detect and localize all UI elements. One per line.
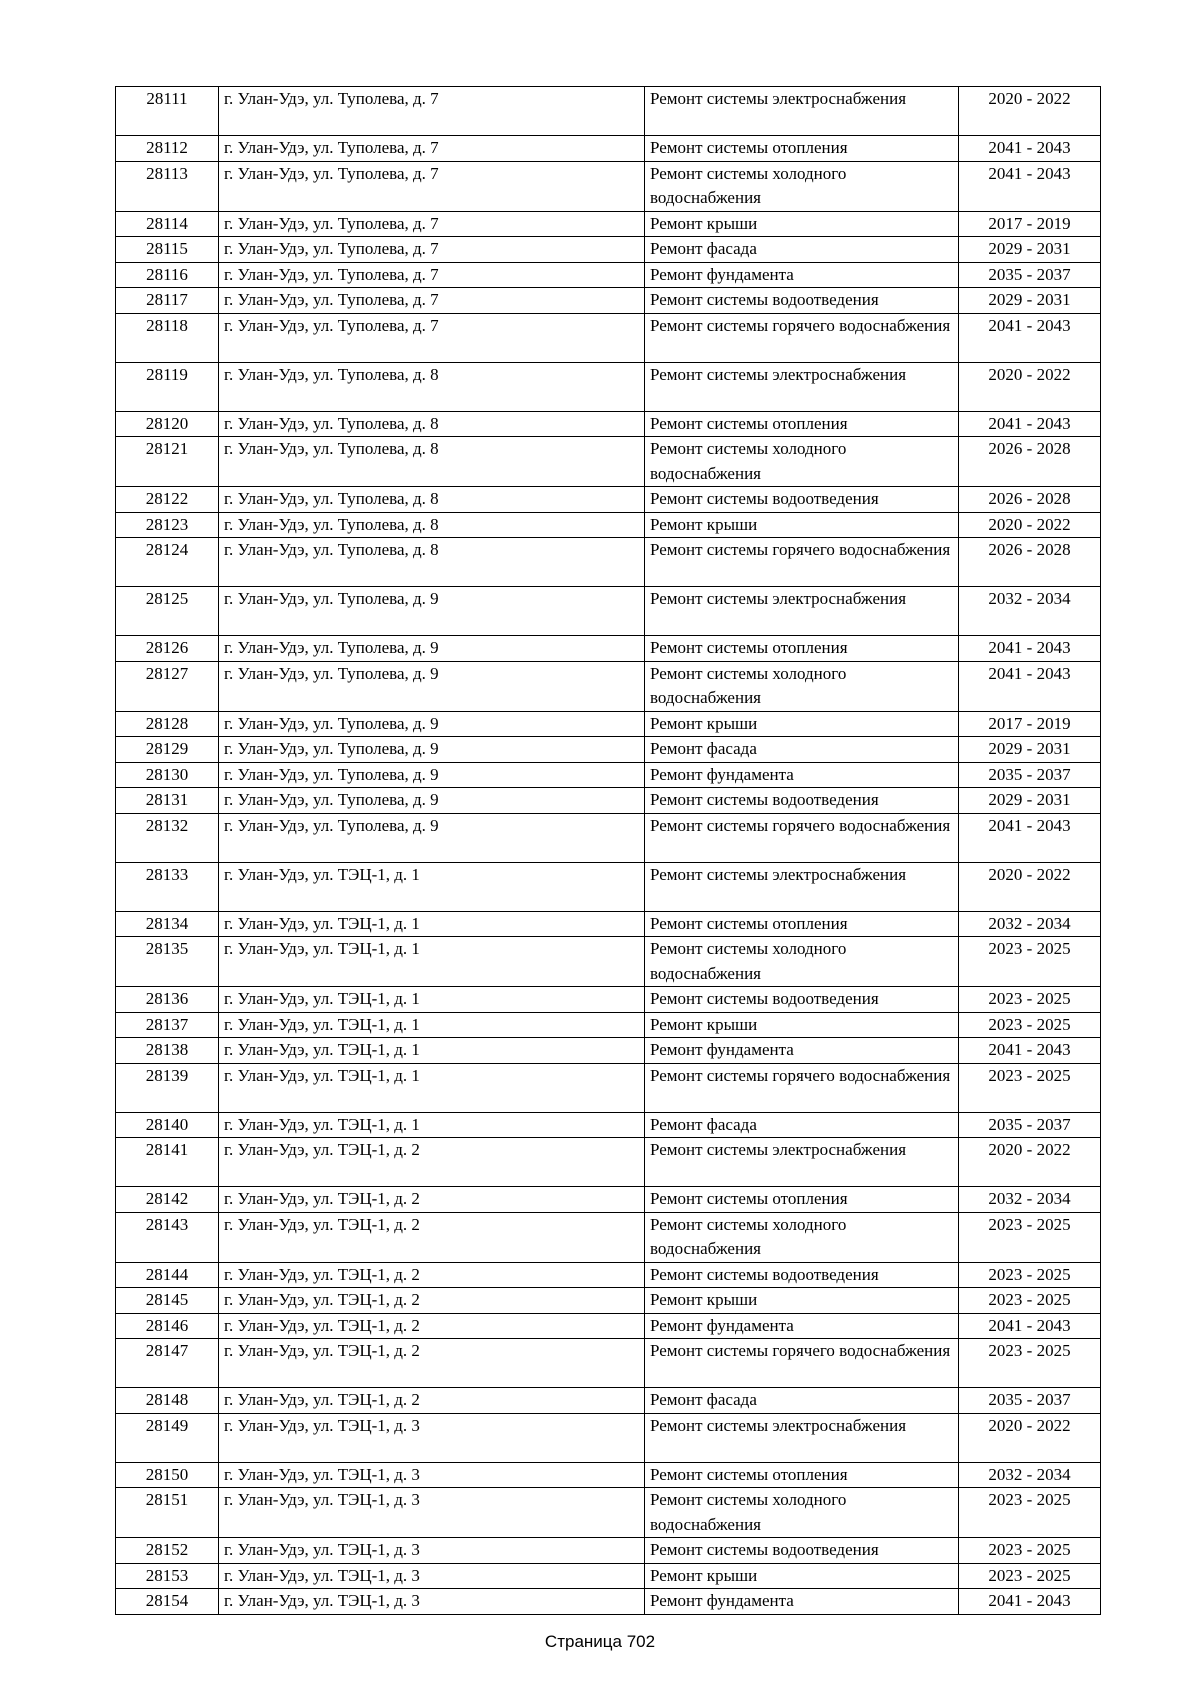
row-id-cell: 28115 — [116, 237, 219, 263]
table-row — [116, 538, 1101, 587]
period-cell: 2032 - 2034 — [959, 587, 1101, 636]
address-cell: г. Улан-Удэ, ул. Туполева, д. 8 — [219, 411, 645, 437]
address-cell: г. Улан-Удэ, ул. ТЭЦ-1, д. 2 — [219, 1262, 645, 1288]
address-cell: г. Улан-Удэ, ул. Туполева, д. 7 — [219, 313, 645, 362]
table-row — [116, 161, 1101, 211]
address-cell: г. Улан-Удэ, ул. ТЭЦ-1, д. 2 — [219, 1313, 645, 1339]
table-row — [116, 1288, 1101, 1314]
period-cell: 2023 - 2025 — [959, 1063, 1101, 1112]
row-id-cell: 28140 — [116, 1112, 219, 1138]
period-cell: 2035 - 2037 — [959, 762, 1101, 788]
row-id-cell: 28121 — [116, 437, 219, 487]
table-row — [116, 636, 1101, 662]
address-cell: г. Улан-Удэ, ул. Туполева, д. 9 — [219, 636, 645, 662]
period-cell: 2035 - 2037 — [959, 1112, 1101, 1138]
address-cell: г. Улан-Удэ, ул. ТЭЦ-1, д. 2 — [219, 1388, 645, 1414]
table-row — [116, 87, 1101, 136]
work-type-cell: Ремонт системы электроснабжения — [645, 1413, 959, 1462]
table-row — [116, 1112, 1101, 1138]
period-cell: 2041 - 2043 — [959, 161, 1101, 211]
period-cell: 2017 - 2019 — [959, 211, 1101, 237]
table-row — [116, 587, 1101, 636]
period-cell: 2023 - 2025 — [959, 1339, 1101, 1388]
address-cell: г. Улан-Удэ, ул. Туполева, д. 8 — [219, 512, 645, 538]
table-row — [116, 1339, 1101, 1388]
row-id-cell: 28123 — [116, 512, 219, 538]
period-cell: 2029 - 2031 — [959, 237, 1101, 263]
period-cell: 2041 - 2043 — [959, 136, 1101, 162]
address-cell: г. Улан-Удэ, ул. Туполева, д. 9 — [219, 587, 645, 636]
period-cell: 2041 - 2043 — [959, 813, 1101, 862]
work-type-cell: Ремонт системы горячего водоснабжения — [645, 1339, 959, 1388]
period-cell: 2020 - 2022 — [959, 862, 1101, 911]
work-type-cell: Ремонт системы водоотведения — [645, 788, 959, 814]
row-id-cell: 28143 — [116, 1212, 219, 1262]
table-row — [116, 1212, 1101, 1262]
row-id-cell: 28147 — [116, 1339, 219, 1388]
address-cell: г. Улан-Удэ, ул. Туполева, д. 9 — [219, 737, 645, 763]
address-cell: г. Улан-Удэ, ул. Туполева, д. 8 — [219, 437, 645, 487]
work-type-cell: Ремонт крыши — [645, 512, 959, 538]
period-cell: 2017 - 2019 — [959, 711, 1101, 737]
address-cell: г. Улан-Удэ, ул. ТЭЦ-1, д. 3 — [219, 1488, 645, 1538]
work-type-cell: Ремонт фундамента — [645, 1589, 959, 1615]
period-cell: 2023 - 2025 — [959, 1563, 1101, 1589]
table-row — [116, 211, 1101, 237]
address-cell: г. Улан-Удэ, ул. Туполева, д. 7 — [219, 161, 645, 211]
period-cell: 2023 - 2025 — [959, 1012, 1101, 1038]
work-type-cell: Ремонт системы горячего водоснабжения — [645, 813, 959, 862]
row-id-cell: 28154 — [116, 1589, 219, 1615]
period-cell: 2041 - 2043 — [959, 1589, 1101, 1615]
table-row — [116, 313, 1101, 362]
page-number: Страница 702 — [544, 1632, 656, 1651]
row-id-cell: 28151 — [116, 1488, 219, 1538]
work-type-cell: Ремонт фасада — [645, 1112, 959, 1138]
work-type-cell: Ремонт фундамента — [645, 1038, 959, 1064]
table-body — [116, 87, 1101, 1615]
row-id-cell: 28139 — [116, 1063, 219, 1112]
work-type-cell: Ремонт крыши — [645, 1288, 959, 1314]
address-cell: г. Улан-Удэ, ул. ТЭЦ-1, д. 1 — [219, 987, 645, 1013]
table-row — [116, 411, 1101, 437]
row-id-cell: 28113 — [116, 161, 219, 211]
work-type-cell: Ремонт системы электроснабжения — [645, 587, 959, 636]
work-type-cell: Ремонт системы электроснабжения — [645, 1138, 959, 1187]
period-cell: 2020 - 2022 — [959, 362, 1101, 411]
work-type-cell: Ремонт системы отопления — [645, 636, 959, 662]
table-row — [116, 1313, 1101, 1339]
table-row — [116, 362, 1101, 411]
row-id-cell: 28127 — [116, 661, 219, 711]
row-id-cell: 28112 — [116, 136, 219, 162]
work-type-cell: Ремонт системы водоотведения — [645, 1262, 959, 1288]
table-row — [116, 237, 1101, 263]
table-row — [116, 1462, 1101, 1488]
period-cell: 2041 - 2043 — [959, 313, 1101, 362]
table-row — [116, 136, 1101, 162]
period-cell: 2041 - 2043 — [959, 1038, 1101, 1064]
work-type-cell: Ремонт фасада — [645, 737, 959, 763]
work-type-cell: Ремонт системы водоотведения — [645, 288, 959, 314]
table-row — [116, 1262, 1101, 1288]
period-cell: 2041 - 2043 — [959, 661, 1101, 711]
table-row — [116, 1538, 1101, 1564]
address-cell: г. Улан-Удэ, ул. ТЭЦ-1, д. 1 — [219, 1038, 645, 1064]
table-row — [116, 288, 1101, 314]
period-cell: 2020 - 2022 — [959, 1413, 1101, 1462]
period-cell: 2020 - 2022 — [959, 1138, 1101, 1187]
period-cell: 2026 - 2028 — [959, 487, 1101, 513]
row-id-cell: 28152 — [116, 1538, 219, 1564]
table-row — [116, 788, 1101, 814]
work-type-cell: Ремонт системы отопления — [645, 411, 959, 437]
row-id-cell: 28120 — [116, 411, 219, 437]
address-cell: г. Улан-Удэ, ул. Туполева, д. 8 — [219, 487, 645, 513]
period-cell: 2032 - 2034 — [959, 911, 1101, 937]
address-cell: г. Улан-Удэ, ул. Туполева, д. 8 — [219, 362, 645, 411]
table-row — [116, 512, 1101, 538]
address-cell: г. Улан-Удэ, ул. Туполева, д. 9 — [219, 762, 645, 788]
period-cell: 2023 - 2025 — [959, 987, 1101, 1013]
work-type-cell: Ремонт фундамента — [645, 262, 959, 288]
table-row — [116, 1012, 1101, 1038]
address-cell: г. Улан-Удэ, ул. ТЭЦ-1, д. 3 — [219, 1538, 645, 1564]
address-cell: г. Улан-Удэ, ул. ТЭЦ-1, д. 2 — [219, 1339, 645, 1388]
row-id-cell: 28118 — [116, 313, 219, 362]
period-cell: 2023 - 2025 — [959, 1262, 1101, 1288]
address-cell: г. Улан-Удэ, ул. Туполева, д. 7 — [219, 237, 645, 263]
period-cell: 2035 - 2037 — [959, 262, 1101, 288]
row-id-cell: 28141 — [116, 1138, 219, 1187]
period-cell: 2020 - 2022 — [959, 87, 1101, 136]
period-cell: 2041 - 2043 — [959, 1313, 1101, 1339]
period-cell: 2023 - 2025 — [959, 1488, 1101, 1538]
table-row — [116, 1388, 1101, 1414]
work-type-cell: Ремонт системы горячего водоснабжения — [645, 1063, 959, 1112]
address-cell: г. Улан-Удэ, ул. ТЭЦ-1, д. 2 — [219, 1212, 645, 1262]
address-cell: г. Улан-Удэ, ул. Туполева, д. 9 — [219, 711, 645, 737]
work-type-cell: Ремонт системы холодного водоснабжения — [645, 161, 959, 211]
row-id-cell: 28149 — [116, 1413, 219, 1462]
row-id-cell: 28137 — [116, 1012, 219, 1038]
table-row — [116, 1187, 1101, 1213]
period-cell: 2026 - 2028 — [959, 538, 1101, 587]
work-type-cell: Ремонт системы горячего водоснабжения — [645, 538, 959, 587]
period-cell: 2029 - 2031 — [959, 737, 1101, 763]
table-row — [116, 862, 1101, 911]
row-id-cell: 28134 — [116, 911, 219, 937]
work-type-cell: Ремонт системы холодного водоснабжения — [645, 1212, 959, 1262]
table-row — [116, 937, 1101, 987]
row-id-cell: 28135 — [116, 937, 219, 987]
work-type-cell: Ремонт системы водоотведения — [645, 487, 959, 513]
work-type-cell: Ремонт системы отопления — [645, 136, 959, 162]
work-type-cell: Ремонт системы холодного водоснабжения — [645, 661, 959, 711]
table-row — [116, 911, 1101, 937]
row-id-cell: 28111 — [116, 87, 219, 136]
work-type-cell: Ремонт фундамента — [645, 762, 959, 788]
address-cell: г. Улан-Удэ, ул. ТЭЦ-1, д. 3 — [219, 1589, 645, 1615]
period-cell: 2029 - 2031 — [959, 288, 1101, 314]
period-cell: 2032 - 2034 — [959, 1462, 1101, 1488]
work-type-cell: Ремонт системы электроснабжения — [645, 87, 959, 136]
work-type-cell: Ремонт системы отопления — [645, 1462, 959, 1488]
address-cell: г. Улан-Удэ, ул. ТЭЦ-1, д. 2 — [219, 1138, 645, 1187]
address-cell: г. Улан-Удэ, ул. Туполева, д. 7 — [219, 262, 645, 288]
table-row — [116, 813, 1101, 862]
period-cell: 2023 - 2025 — [959, 937, 1101, 987]
work-type-cell: Ремонт фундамента — [645, 1313, 959, 1339]
address-cell: г. Улан-Удэ, ул. ТЭЦ-1, д. 1 — [219, 937, 645, 987]
row-id-cell: 28148 — [116, 1388, 219, 1414]
address-cell: г. Улан-Удэ, ул. ТЭЦ-1, д. 1 — [219, 862, 645, 911]
work-type-cell: Ремонт системы отопления — [645, 1187, 959, 1213]
row-id-cell: 28153 — [116, 1563, 219, 1589]
row-id-cell: 28114 — [116, 211, 219, 237]
work-type-cell: Ремонт системы холодного водоснабжения — [645, 437, 959, 487]
table-row — [116, 987, 1101, 1013]
table-row — [116, 1563, 1101, 1589]
row-id-cell: 28122 — [116, 487, 219, 513]
row-id-cell: 28144 — [116, 1262, 219, 1288]
row-id-cell: 28150 — [116, 1462, 219, 1488]
table-row — [116, 1138, 1101, 1187]
address-cell: г. Улан-Удэ, ул. Туполева, д. 9 — [219, 788, 645, 814]
row-id-cell: 28126 — [116, 636, 219, 662]
work-type-cell: Ремонт системы водоотведения — [645, 987, 959, 1013]
table-row — [116, 762, 1101, 788]
row-id-cell: 28125 — [116, 587, 219, 636]
table-row — [116, 487, 1101, 513]
period-cell: 2041 - 2043 — [959, 411, 1101, 437]
work-type-cell: Ремонт крыши — [645, 711, 959, 737]
row-id-cell: 28133 — [116, 862, 219, 911]
table-row — [116, 737, 1101, 763]
work-type-cell: Ремонт системы электроснабжения — [645, 862, 959, 911]
work-type-cell: Ремонт системы холодного водоснабжения — [645, 1488, 959, 1538]
work-type-cell: Ремонт крыши — [645, 1563, 959, 1589]
period-cell: 2023 - 2025 — [959, 1288, 1101, 1314]
work-type-cell: Ремонт фасада — [645, 237, 959, 263]
row-id-cell: 28131 — [116, 788, 219, 814]
address-cell: г. Улан-Удэ, ул. ТЭЦ-1, д. 3 — [219, 1462, 645, 1488]
repair-schedule-table — [115, 86, 1101, 1615]
address-cell: г. Улан-Удэ, ул. Туполева, д. 9 — [219, 813, 645, 862]
period-cell: 2035 - 2037 — [959, 1388, 1101, 1414]
period-cell: 2023 - 2025 — [959, 1538, 1101, 1564]
address-cell: г. Улан-Удэ, ул. Туполева, д. 7 — [219, 211, 645, 237]
address-cell: г. Улан-Удэ, ул. ТЭЦ-1, д. 1 — [219, 1063, 645, 1112]
work-type-cell: Ремонт системы электроснабжения — [645, 362, 959, 411]
address-cell: г. Улан-Удэ, ул. Туполева, д. 9 — [219, 661, 645, 711]
row-id-cell: 28145 — [116, 1288, 219, 1314]
row-id-cell: 28138 — [116, 1038, 219, 1064]
address-cell: г. Улан-Удэ, ул. ТЭЦ-1, д. 1 — [219, 1112, 645, 1138]
row-id-cell: 28132 — [116, 813, 219, 862]
work-type-cell: Ремонт фасада — [645, 1388, 959, 1414]
work-type-cell: Ремонт системы горячего водоснабжения — [645, 313, 959, 362]
address-cell: г. Улан-Удэ, ул. Туполева, д. 8 — [219, 538, 645, 587]
table-row — [116, 1038, 1101, 1064]
work-type-cell: Ремонт крыши — [645, 1012, 959, 1038]
address-cell: г. Улан-Удэ, ул. ТЭЦ-1, д. 1 — [219, 1012, 645, 1038]
address-cell: г. Улан-Удэ, ул. Туполева, д. 7 — [219, 288, 645, 314]
row-id-cell: 28119 — [116, 362, 219, 411]
table-row — [116, 711, 1101, 737]
address-cell: г. Улан-Удэ, ул. Туполева, д. 7 — [219, 87, 645, 136]
row-id-cell: 28142 — [116, 1187, 219, 1213]
work-type-cell: Ремонт системы водоотведения — [645, 1538, 959, 1564]
table-row — [116, 1063, 1101, 1112]
table-row — [116, 437, 1101, 487]
row-id-cell: 28117 — [116, 288, 219, 314]
row-id-cell: 28124 — [116, 538, 219, 587]
address-cell: г. Улан-Удэ, ул. ТЭЦ-1, д. 2 — [219, 1288, 645, 1314]
row-id-cell: 28129 — [116, 737, 219, 763]
table-row — [116, 262, 1101, 288]
work-type-cell: Ремонт системы холодного водоснабжения — [645, 937, 959, 987]
work-type-cell: Ремонт крыши — [645, 211, 959, 237]
table-row — [116, 1488, 1101, 1538]
row-id-cell: 28130 — [116, 762, 219, 788]
period-cell: 2026 - 2028 — [959, 437, 1101, 487]
period-cell: 2029 - 2031 — [959, 788, 1101, 814]
work-type-cell: Ремонт системы отопления — [645, 911, 959, 937]
row-id-cell: 28128 — [116, 711, 219, 737]
row-id-cell: 28116 — [116, 262, 219, 288]
address-cell: г. Улан-Удэ, ул. ТЭЦ-1, д. 1 — [219, 911, 645, 937]
period-cell: 2032 - 2034 — [959, 1187, 1101, 1213]
period-cell: 2020 - 2022 — [959, 512, 1101, 538]
address-cell: г. Улан-Удэ, ул. ТЭЦ-1, д. 2 — [219, 1187, 645, 1213]
table-row — [116, 661, 1101, 711]
table-row — [116, 1413, 1101, 1462]
address-cell: г. Улан-Удэ, ул. Туполева, д. 7 — [219, 136, 645, 162]
address-cell: г. Улан-Удэ, ул. ТЭЦ-1, д. 3 — [219, 1563, 645, 1589]
period-cell: 2023 - 2025 — [959, 1212, 1101, 1262]
row-id-cell: 28146 — [116, 1313, 219, 1339]
period-cell: 2041 - 2043 — [959, 636, 1101, 662]
address-cell: г. Улан-Удэ, ул. ТЭЦ-1, д. 3 — [219, 1413, 645, 1462]
table-row — [116, 1589, 1101, 1615]
row-id-cell: 28136 — [116, 987, 219, 1013]
